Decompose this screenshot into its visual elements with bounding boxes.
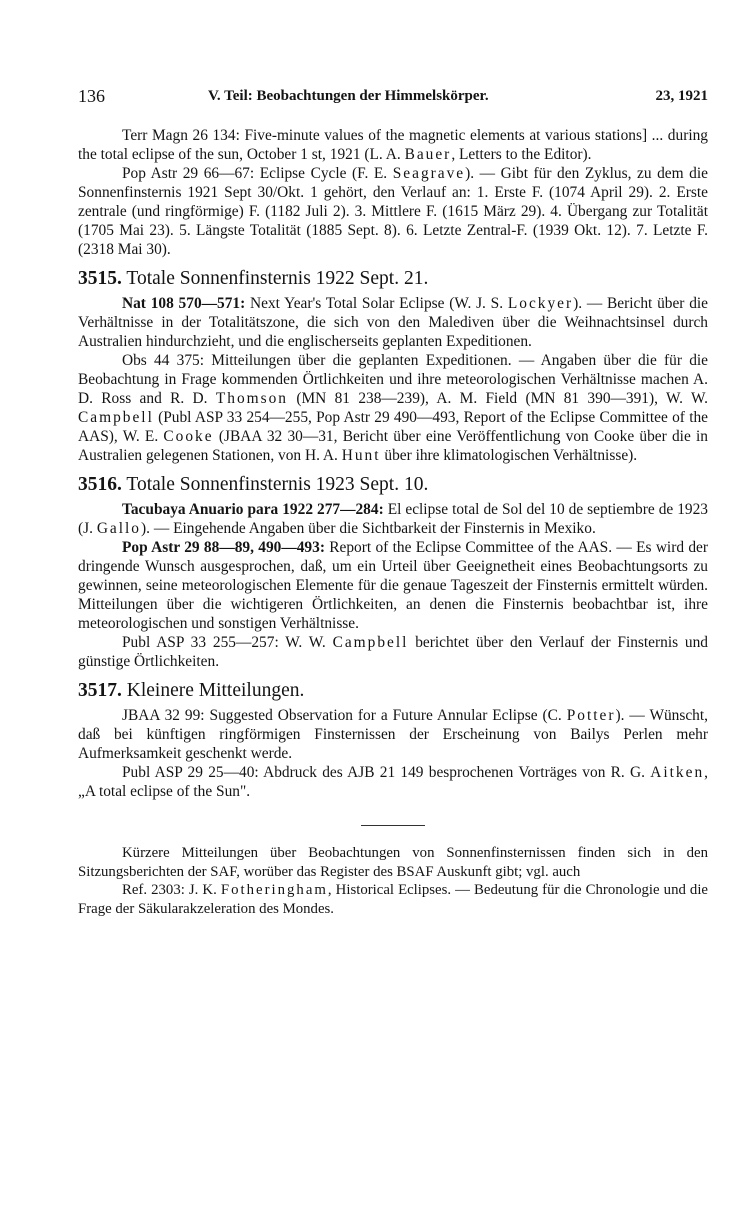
page-number: 136 [78,86,105,106]
paragraph: Tacubaya Anuario para 1922 277—284: El eclipse total de Sol del 10 de septiembre de 1923 (J. Gallo). — Eingehende Angaben über die Sichtbarkeit der Finsternis in Mexiko. [78,501,708,537]
paragraph: Publ ASP 29 25—40: Abdruck des AJB 21 149 besprochenen Vorträges von R. G. Aitken, „A total eclipse of the Sun". [78,764,709,800]
section-heading: 3516. Totale Sonnenfinsternis 1923 Sept. 10. [78,474,429,495]
author-name: Fotheringham [220,882,328,898]
running-header-right: 23, 1921 [655,88,708,104]
paragraph: Kürzere Mitteilungen über Beobachtungen von Sonnenfinsternissen finden sich in den Sitzungsberichten der SAF, worüber das Register des BSAF Auskunft gibt; vgl. auch [78,845,708,880]
reference: Obs 44 375: [122,352,205,369]
author-name: Thomson [215,390,289,407]
author-name: Cooke [163,428,214,445]
reference: Terr Magn 26 134: [122,127,240,144]
author-name: Seagrave [392,165,466,182]
reference: Publ ASP 29 25—40: [122,764,259,781]
paragraph: Pop Astr 29 66—67: Eclipse Cycle (F. E. Seagrave). — Gibt für den Zyklus, zu dem die Sonnenfinsternis 1921 Sept 30/Okt. 1 gehört, den Verlauf an: 1. Erste F. (1074 April 29). 2. Erste zentrale (und ringförmige) F. (1182 Juli 2). 3. Mittlere F. (1615 März 29). 4. Übergang zur Totalität (1705 Mai 23). 5. Längste Totalität (1885 Sept. 8). 6. Letzte Zentral-F. (1939 Okt. 12). 7. Letzte F. (2318 Mai 30). [78,165,708,258]
author-name: Gallo [96,520,142,537]
paragraph: Obs 44 375: Mitteilungen über die geplanten Expeditionen. — Angaben über die für die Beobachtung in Frage kommenden Örtlichkeiten und ihre meteorologischen Verhältnisse machen A. D. Ross and R. D. Thomson (MN 81 238—239), A. M. Field (MN 81 390—391), W. W. Campbell (Publ ASP 33 254—255, Pop Astr 29 490—493, Report of the Eclipse Committee of the AAS), W. E. Cooke (JBAA 32 30—31, Bericht über eine Veröffentlichung von Cooke über die in Australien gelegenen Stationen, von H. A. Hunt über ihre klimatologischen Verhältnisse). [78,352,709,464]
reference: Pop Astr 29 88—89, 490—493: [122,539,325,556]
footnote-block [78,844,708,918]
running-title: V. Teil: Beobachtungen der Himmelskörper. [208,88,489,104]
author-name: Hunt [341,447,381,464]
paragraph: Nat 108 570—571: Next Year's Total Solar Eclipse (W. J. S. Lockyer). — Bericht über die Verhältnisse in der Totalitätszone, die sich von den Malediven über die Weihnachtsinsel durch Australien hindurchzieht, und die englischerseits geplanten Expeditionen. [78,295,708,350]
section-heading: 3515. Totale Sonnenfinsternis 1922 Sept. 21. [78,268,429,289]
reference: JBAA 32 99: [122,707,205,724]
author-name: Potter [566,707,616,724]
reference: Publ ASP 33 255—257: [122,634,279,651]
paragraph: Ref. 2303: J. K. Fotheringham, Historical Eclipses. — Bedeutung für die Chronologie und die Frage der Säkularakzeleration des Mondes. [78,882,708,917]
author-name: Bauer [404,146,452,163]
divider [361,825,425,826]
author-name: Campbell [332,634,409,651]
paragraph: Pop Astr 29 88—89, 490—493: Report of the Eclipse Committee of the AAS. — Es wird der dringende Wunsch ausgesprochen, daß, um ein Urteil über Geeignetheit eines Beobachtungsorts zu gewinnen, seine meteorologischen Elemente für die genaue Tageszeit der Finsternis ermittelt würden. Mitteilungen über die wichtigeren Örtlichkeiten, an denen die Finsternis beobachtbar ist, ihre meteorologischen und sonstigen Verhältnisse. [78,539,708,632]
author-name: Lockyer [507,295,574,312]
reference: Tacubaya Anuario para 1922 277—284: [122,501,384,518]
author-name: Aitken [650,764,705,781]
document-page [78,86,708,918]
running-header [78,86,708,114]
paragraph: Terr Magn 26 134: Five-minute values of the magnetic elements at various stations] ... during the total eclipse of the sun, October 1 st, 1921 (L. A. Bauer, Letters to the Editor). [78,127,708,163]
reference: Nat 108 570—571: [122,295,246,312]
paragraph: Publ ASP 33 255—257: W. W. Campbell berichtet über den Verlauf der Finsternis und günstige Örtlichkeiten. [78,634,708,670]
reference: Ref. 2303: [122,882,185,898]
reference: Pop Astr 29 66—67: [122,165,255,182]
section-heading: 3517. Kleinere Mitteilungen. [78,680,305,701]
paragraph: JBAA 32 99: Suggested Observation for a Future Annular Eclipse (C. Potter). — Wünscht, daß bei künftigen ringförmigen Finsternissen der Erscheinung von Bailys Perlen mehr Aufmerksamkeit geschenkt werde. [78,707,709,762]
author-name: Campbell [78,409,154,426]
